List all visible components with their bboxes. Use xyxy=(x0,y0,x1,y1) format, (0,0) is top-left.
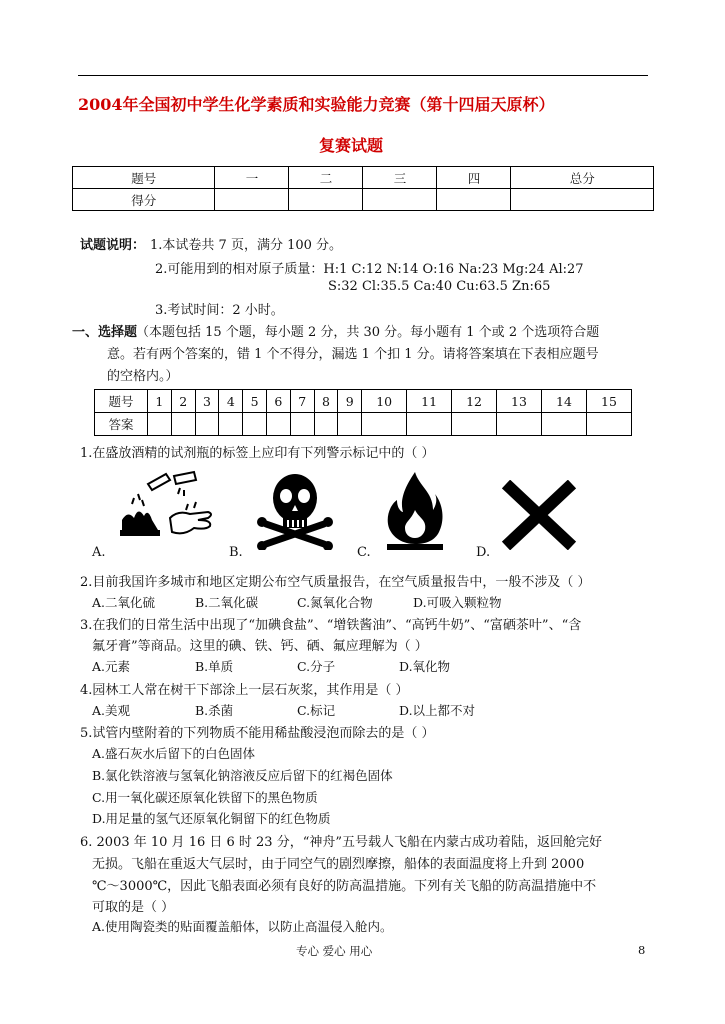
answer-cell[interactable] xyxy=(219,413,243,436)
flame-icon xyxy=(385,470,445,552)
question-number-cell: 11 xyxy=(407,390,452,413)
q4-option-d[interactable]: D.以上都不对 xyxy=(399,703,476,718)
q3-option-b[interactable]: B.单质 xyxy=(195,659,234,674)
answer-cell[interactable] xyxy=(266,413,290,436)
answer-cell[interactable] xyxy=(541,413,586,436)
question-6-line-2: 无损。飞船在重返大气层时，由于同空气的剧烈摩擦，船体的表面温度将上升到 2000 xyxy=(92,857,585,872)
question-number-cell: 2 xyxy=(171,390,195,413)
instructions-label: 试题说明： xyxy=(80,238,146,253)
exam-title: 2004年全国初中学生化学素质和实验能力竞赛（第十四届天原杯） xyxy=(78,95,555,114)
score-table-header-row xyxy=(73,167,654,189)
answer-table-answer-row xyxy=(95,413,632,436)
answer-cell[interactable] xyxy=(148,413,172,436)
score-cell: 四 xyxy=(437,167,511,189)
question-3-line-2: 氟牙膏”等商品。这里的碘、铁、钙、硒、氟应理解为（ ） xyxy=(92,639,428,654)
question-5: 5.试管内壁附着的下列物质不能用稀盐酸浸泡而除去的是（ ） xyxy=(80,726,435,741)
q5-option-a[interactable]: A.盛石灰水后留下的白色固体 xyxy=(92,746,256,761)
question-number-cell: 15 xyxy=(586,390,631,413)
score-cell: 二 xyxy=(289,167,363,189)
question-number-cell: 3 xyxy=(195,390,219,413)
question-number-cell: 1 xyxy=(148,390,172,413)
question-number-cell: 12 xyxy=(452,390,497,413)
section-desc-3: 的空格内。） xyxy=(107,369,179,384)
score-table-score-row xyxy=(73,189,654,211)
score-entry-cell[interactable] xyxy=(363,189,437,211)
instruction-item-2a: 2.可能用到的相对原子质量：H:1 C:12 N:14 O:16 Na:23 Mg:24 Al:27 xyxy=(155,262,584,277)
q3-option-d[interactable]: D.氧化物 xyxy=(399,659,451,674)
question-number-cell: 9 xyxy=(338,390,362,413)
score-cell: 三 xyxy=(363,167,437,189)
question-number-cell: 4 xyxy=(219,390,243,413)
x-mark-icon xyxy=(500,480,578,550)
section-desc-1: （本题包括 15 个题，每小题 2 分，共 30 分。每小题有 1 个或 2 个选项符合题 xyxy=(136,325,600,340)
answer-cell[interactable] xyxy=(195,413,219,436)
footer-motto: 专心 爱心 用心 xyxy=(296,944,373,958)
q5-option-b[interactable]: B.氯化铁溶液与氢氧化钠溶液反应后留下的红褐色固体 xyxy=(92,768,393,783)
q3-option-a[interactable]: A.元素 xyxy=(92,659,131,674)
question-number-cell: 8 xyxy=(314,390,338,413)
q2-option-a[interactable]: A.二氧化硫 xyxy=(92,595,156,610)
header-rule xyxy=(78,75,648,76)
question-4: 4.园林工人常在树干下部涂上一层石灰浆，其作用是（ ） xyxy=(80,683,409,698)
answer-cell[interactable] xyxy=(314,413,338,436)
score-entry-cell[interactable] xyxy=(511,189,654,211)
q6-option-a[interactable]: A.使用陶瓷类的贴面覆盖船体，以防止高温侵入舱内。 xyxy=(92,919,393,934)
question-3-line-1: 3.在我们的日常生活中出现了“加碘食盐”、“增铁酱油”、“高钙牛奶”、“富硒茶叶”、“含 xyxy=(80,618,582,633)
answer-cell[interactable] xyxy=(243,413,267,436)
skull-crossbones-icon xyxy=(252,470,338,550)
q1-option-c[interactable]: C. xyxy=(357,545,371,560)
question-number-cell: 7 xyxy=(290,390,314,413)
q1-option-d[interactable]: D. xyxy=(476,545,491,560)
question-number-cell: 6 xyxy=(266,390,290,413)
answer-cell[interactable] xyxy=(407,413,452,436)
page-number: 8 xyxy=(638,943,646,957)
score-cell: 题号 xyxy=(73,167,215,189)
question-number-cell: 14 xyxy=(541,390,586,413)
section-heading: 一、选择题 xyxy=(72,325,138,340)
score-cell: 总分 xyxy=(511,167,654,189)
instruction-item-2b: S:32 Cl:35.5 Ca:40 Cu:63.5 Zn:65 xyxy=(328,279,551,294)
q2-option-b[interactable]: B.二氧化碳 xyxy=(195,595,259,610)
q4-option-c[interactable]: C.标记 xyxy=(297,703,336,718)
q2-option-c[interactable]: C.氮氧化合物 xyxy=(297,595,373,610)
answer-table-number-row xyxy=(95,390,632,413)
question-6-line-3: ℃～3000℃，因此飞船表面必须有良好的防高温措施。下列有关飞船的防高温措施中不 xyxy=(92,879,597,894)
question-number-cell: 5 xyxy=(243,390,267,413)
exam-subtitle: 复赛试题 xyxy=(319,136,384,155)
score-entry-cell[interactable] xyxy=(437,189,511,211)
score-label-cell: 得分 xyxy=(73,189,215,211)
answer-cell[interactable] xyxy=(452,413,497,436)
corrosive-icon xyxy=(118,470,216,542)
q5-option-c[interactable]: C.用一氧化碳还原氧化铁留下的黑色物质 xyxy=(92,790,318,805)
answer-cell[interactable] xyxy=(362,413,407,436)
answer-row-label: 答案 xyxy=(95,413,148,436)
section-desc-2: 意。若有两个答案的，错 1 个不得分，漏选 1 个扣 1 分。请将答案填在下表相应题号 xyxy=(107,347,599,362)
q1-option-b[interactable]: B. xyxy=(229,545,243,560)
q4-option-a[interactable]: A.美观 xyxy=(92,703,131,718)
answer-cell[interactable] xyxy=(171,413,195,436)
instruction-item-1: 1.本试卷共 7 页，满分 100 分。 xyxy=(150,238,343,253)
question-2: 2.目前我国许多城市和地区定期公布空气质量报告，在空气质量报告中，一般不涉及（ ） xyxy=(80,575,591,590)
q2-option-d[interactable]: D.可吸入颗粒物 xyxy=(413,595,502,610)
question-number-cell: 10 xyxy=(362,390,407,413)
answer-table xyxy=(94,389,632,436)
instruction-item-3: 3.考试时间：2 小时。 xyxy=(155,303,284,318)
question-1: 1.在盛放酒精的试剂瓶的标签上应印有下列警示标记中的（ ） xyxy=(80,446,435,461)
question-6-line-1: 6. 2003 年 10 月 16 日 6 时 23 分，“神舟”五号载人飞船在内蒙古成功着陆，返回舱完好 xyxy=(80,835,602,850)
answer-cell[interactable] xyxy=(338,413,362,436)
question-number-cell: 13 xyxy=(497,390,542,413)
score-entry-cell[interactable] xyxy=(289,189,363,211)
q5-option-d[interactable]: D.用足量的氢气还原氧化铜留下的红色物质 xyxy=(92,811,331,826)
answer-row-label: 题号 xyxy=(95,390,148,413)
score-cell: 一 xyxy=(215,167,289,189)
answer-cell[interactable] xyxy=(497,413,542,436)
q1-option-a[interactable]: A. xyxy=(92,545,106,560)
q4-option-b[interactable]: B.杀菌 xyxy=(195,703,234,718)
answer-cell[interactable] xyxy=(586,413,631,436)
question-6-line-4: 可取的是（ ） xyxy=(92,900,175,915)
answer-cell[interactable] xyxy=(290,413,314,436)
score-table xyxy=(72,166,654,211)
q3-option-c[interactable]: C.分子 xyxy=(297,659,336,674)
score-entry-cell[interactable] xyxy=(215,189,289,211)
